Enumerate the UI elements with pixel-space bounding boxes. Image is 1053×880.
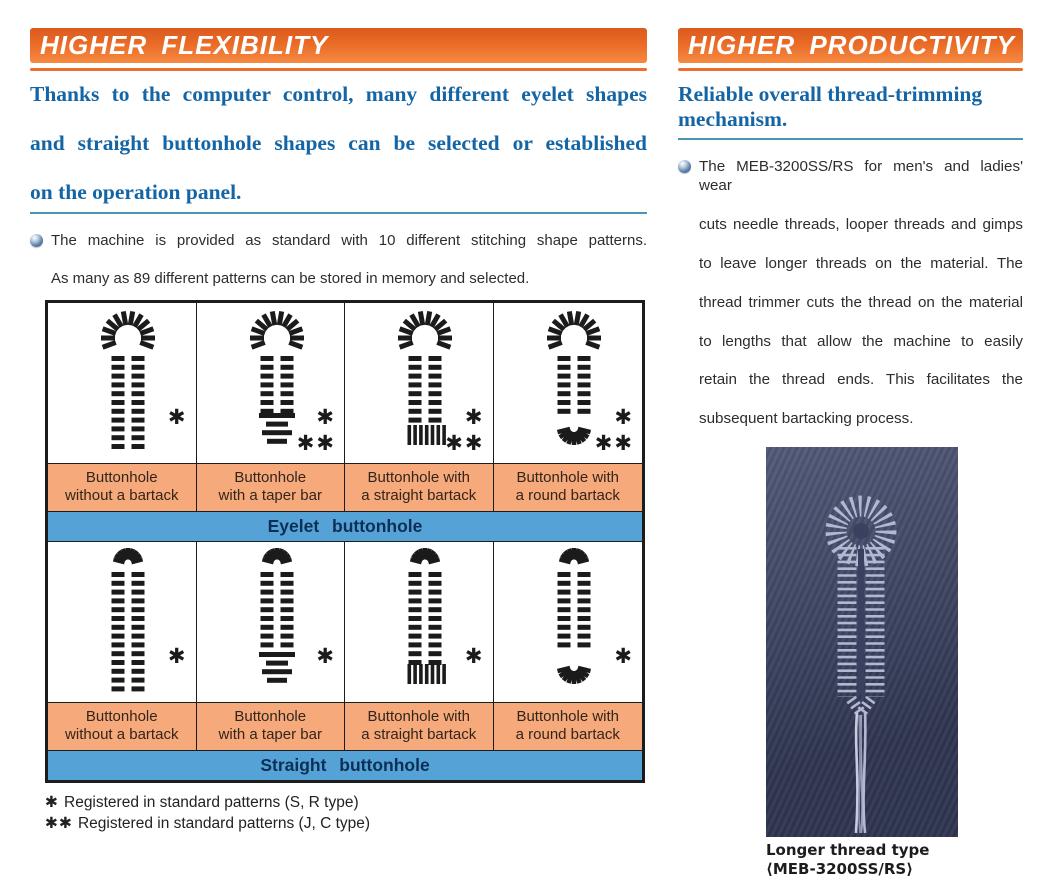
pattern-marks — [168, 405, 188, 457]
pattern-marks — [595, 405, 634, 457]
asterisk-mark: ✱ — [167, 404, 188, 429]
asterisk-mark: ✱ — [614, 643, 634, 668]
banner-title: HIGHER FLEXIBILITY — [40, 30, 329, 60]
asterisk-mark: ✱ — [464, 404, 485, 429]
pattern-label: without a bartack — [65, 487, 179, 504]
pattern-label: with a taper bar — [218, 487, 322, 504]
pattern-marks — [614, 644, 634, 696]
pattern-cell — [345, 542, 494, 703]
pattern-label-cell — [494, 703, 643, 751]
asterisk-mark: ✱ — [316, 404, 336, 429]
photo-caption — [766, 841, 1023, 880]
pattern-cell — [197, 303, 346, 464]
feature-bullet — [30, 231, 647, 288]
pattern-cell — [494, 303, 643, 464]
bullet-text-line: thread trimmer cuts the thread on the material — [699, 293, 1023, 311]
asterisk-mark: ✱ — [464, 643, 485, 668]
pattern-label: Buttonhole with — [367, 468, 471, 486]
asterisk-mark: ✱ — [167, 643, 188, 668]
caption-line: ⟨MEB-3200SS/RS⟩ — [766, 860, 914, 879]
footnote-text: Registered in standard patterns (J, C type) — [77, 814, 371, 832]
pattern-label: Buttonhole — [85, 707, 158, 725]
pattern-label: with a taper bar — [218, 726, 322, 743]
heading-line: Reliable overall thread-trimming — [678, 82, 983, 106]
heading-line: and straight buttonhole shapes can be selected or established — [30, 131, 647, 155]
pattern-cell — [197, 542, 346, 703]
asterisk-mark: ✱ — [316, 643, 336, 668]
bullet-text-line: As many as 89 different patterns can be stored in memory and selected. — [51, 269, 530, 287]
pattern-cell — [48, 303, 197, 464]
heading-underline — [30, 212, 647, 214]
pattern-marks — [316, 644, 336, 696]
pattern-label: Buttonhole with — [516, 468, 620, 486]
stitch-pattern-table — [45, 300, 645, 783]
pattern-label-cell — [197, 703, 346, 751]
section-heading — [678, 82, 1023, 131]
buttonhole-pattern-icon — [524, 547, 624, 697]
bullet-text — [51, 231, 647, 288]
pattern-cell — [494, 542, 643, 703]
pattern-cell — [345, 303, 494, 464]
pattern-label-cell — [48, 464, 197, 512]
pattern-cell — [48, 542, 197, 703]
asterisk-mark: ✱✱ — [445, 430, 485, 455]
pattern-label: Buttonhole with — [367, 707, 471, 725]
left-column — [30, 28, 647, 834]
sphere-bullet-icon — [30, 234, 43, 247]
pattern-label-cell — [48, 703, 197, 751]
banner-underline — [30, 68, 647, 71]
footnote — [45, 792, 647, 813]
pattern-label: a straight bartack — [361, 487, 477, 504]
banner-title: HIGHER PRODUCTIVITY — [688, 30, 1015, 60]
heading-line: mechanism. — [678, 106, 788, 131]
asterisk-mark: ✱✱ — [45, 813, 73, 832]
pattern-label-cell — [197, 464, 346, 512]
bullet-text-line: The MEB-3200SS/RS for men's and ladies' wear — [699, 158, 1023, 195]
heading-line: on the operation panel. — [30, 180, 242, 204]
bullet-text-line: The machine is provided as standard with 10 different stitching shape patterns. — [51, 231, 647, 249]
right-column — [678, 28, 1023, 880]
sphere-bullet-icon — [678, 160, 691, 173]
footnote-text: Registered in standard patterns (S, R type) — [64, 793, 359, 811]
section-heading — [30, 82, 647, 205]
buttonhole-pattern-icon — [375, 547, 475, 697]
pattern-marks — [297, 405, 336, 457]
thread-photo — [766, 447, 958, 837]
buttonhole-pattern-icon — [227, 547, 327, 697]
bullet-text-line: retain the thread ends. This facilitates the — [699, 371, 1023, 389]
bullet-text-line: cuts needle threads, looper threads and gimps — [699, 216, 1023, 234]
bullet-text — [699, 157, 1023, 429]
pattern-label: a round bartack — [515, 487, 620, 504]
pattern-label: Buttonhole — [234, 707, 307, 725]
asterisk-mark: ✱✱ — [296, 430, 336, 455]
pattern-label: a round bartack — [515, 726, 620, 743]
higher-productivity-banner — [678, 28, 1023, 63]
buttonhole-photo-stitch — [766, 447, 958, 837]
asterisk-mark: ✱✱ — [594, 430, 634, 455]
bullet-text-line: to lengths that allow the machine to easily — [699, 332, 1023, 350]
pattern-label-cell — [494, 464, 643, 512]
feature-bullet — [678, 157, 1023, 429]
pattern-label-cell — [345, 703, 494, 751]
pattern-marks — [445, 405, 484, 457]
pattern-marks — [168, 644, 188, 696]
group-band-straight: Straight buttonhole — [48, 751, 642, 780]
pattern-label-cell — [345, 464, 494, 512]
footnotes — [45, 792, 647, 834]
heading-line: Thanks to the computer control, many different eyelet shapes — [30, 82, 647, 106]
pattern-label: a straight bartack — [361, 726, 477, 743]
asterisk-mark: ✱ — [614, 404, 634, 429]
buttonhole-pattern-icon — [78, 308, 178, 458]
pattern-label: Buttonhole — [85, 468, 158, 486]
pattern-label: Buttonhole with — [516, 707, 620, 725]
pattern-marks — [465, 644, 485, 696]
bullet-text-line: to leave longer threads on the material. The — [699, 255, 1023, 273]
bullet-text-line: subsequent bartacking process. — [699, 410, 914, 428]
buttonhole-pattern-icon — [78, 547, 178, 697]
higher-flexibility-banner — [30, 28, 647, 63]
footnote — [45, 813, 647, 834]
pattern-label: Buttonhole — [234, 468, 307, 486]
pattern-label: without a bartack — [65, 726, 179, 743]
group-band-eyelet: Eyelet buttonhole — [48, 512, 642, 542]
banner-underline — [678, 68, 1023, 71]
heading-underline — [678, 138, 1023, 140]
caption-line: Longer thread type — [766, 840, 930, 859]
asterisk-mark: ✱ — [45, 792, 59, 811]
